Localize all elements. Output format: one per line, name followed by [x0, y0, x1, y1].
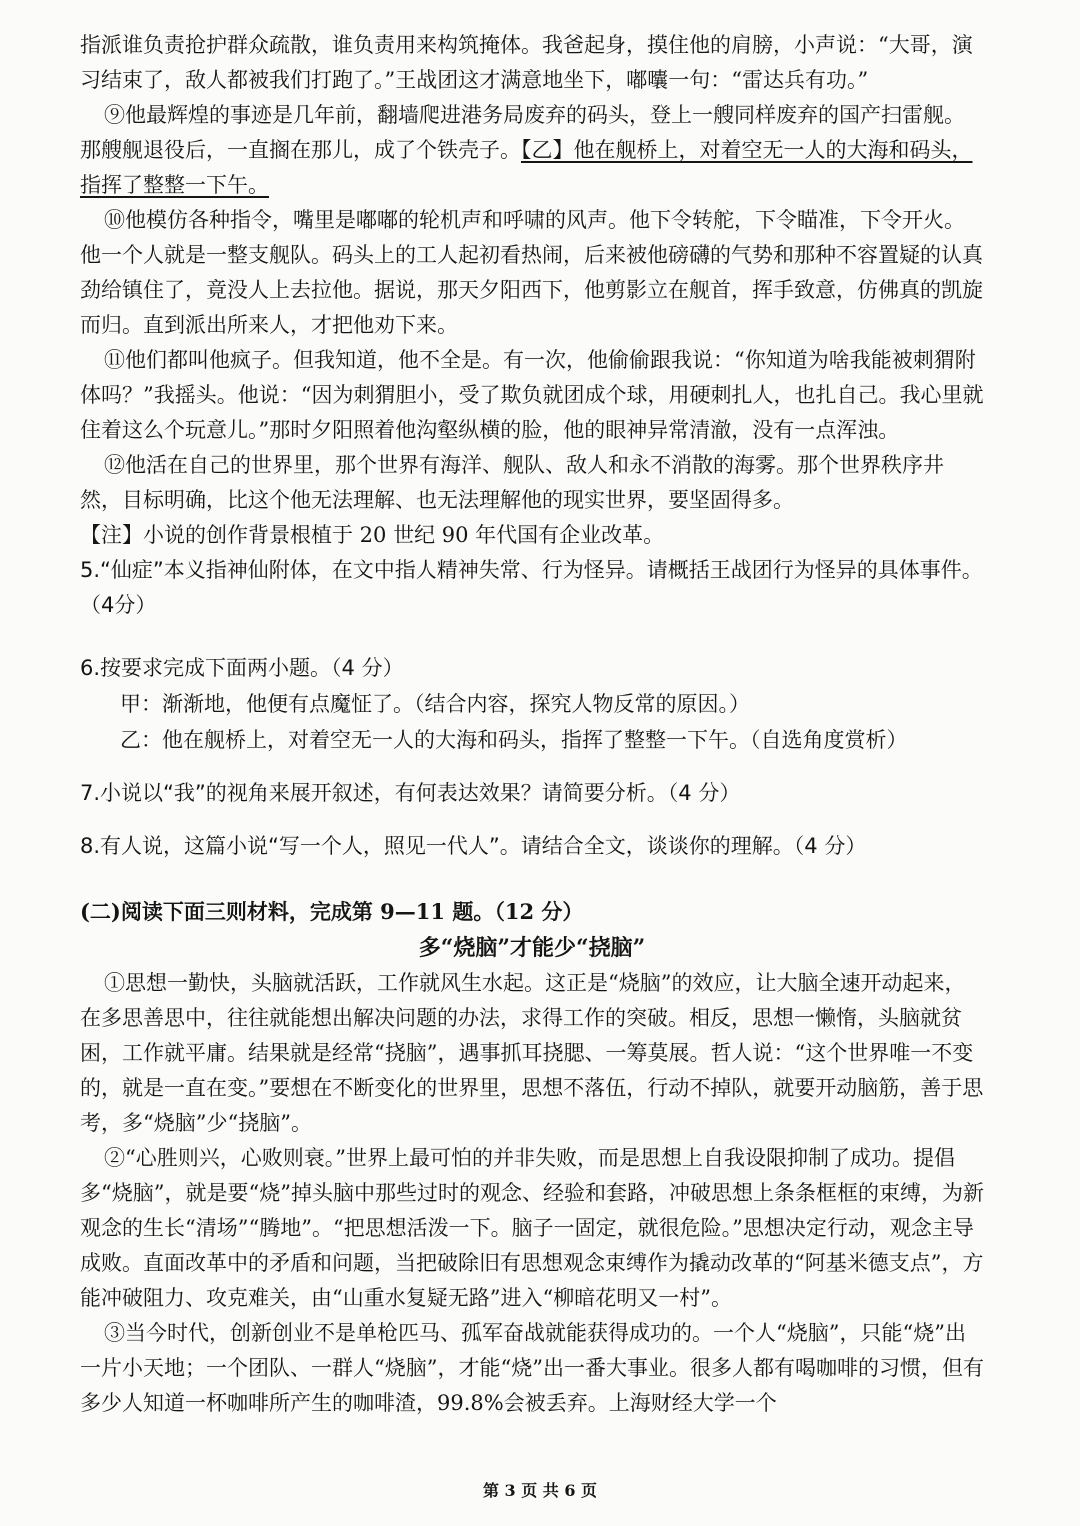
article-paragraph-1: ①思想一勤快，头脑就活跃，工作就风生水起。这正是“烧脑”的效应，让大脑全速开动起来，在多思善思中，往往就能想出解决问题的办法，求得工作的突破。相反，思想一懒惰，头脑就贫困，工作就平庸。结果就是经常“挠脑”，遇事抓耳挠腮、一筹莫展。哲人说：“这个世界唯一不变的，就是一直在变。”要想在不断变化的世界里，思想不落伍，行动不掉队，就要开动脑筋，善于思考，多“烧脑”少“挠脑”。	[80, 971, 984, 1135]
answer-space-8	[80, 864, 984, 882]
answer-space-7	[80, 811, 984, 829]
article-title: 多“烧脑”才能少“挠脑”	[418, 935, 646, 961]
section-2-heading: (二)阅读下面三则材料，完成第 9—11 题。（12 分）	[80, 899, 584, 924]
answer-space-6	[80, 758, 984, 776]
story-paragraph-10: ⑩他模仿各种指令，嘴里是嘟嘟的轮机声和呼啸的风声。他下令转舵，下令瞄准，下令开火。他一个人就是一整支舰队。码头上的工人起初看热闹，后来被他磅礴的气势和那种不容置疑的认真劲给镇住了，竟没人上去拉他。据说，那天夕阳西下，他剪影立在舰首，挥手致意，仿佛真的凯旋而归。直到派出所来人，才把他劝下来。	[80, 208, 983, 337]
underlined-sentence-yi: 【乙】他在舰桥上，对着空无一人的大海和码头，指挥了整整一下午。	[80, 138, 973, 197]
story-paragraph-9	[80, 98, 984, 203]
question-6-part-b: 乙：他在舰桥上，对着空无一人的大海和码头，指挥了整整一下午。（自选角度赏析）	[120, 728, 908, 752]
question-5: 5.“仙症”本义指神仙附体，在文中指人精神失常、行为怪异。请概括王战团行为怪异的具体事件。（4分）	[80, 558, 983, 617]
question-8: 8.有人说，这篇小说“写一个人，照见一代人”。请结合全文，谈谈你的理解。（4 分）	[80, 834, 867, 858]
page-number: 第 3 页 共 6 页	[482, 1481, 598, 1500]
answer-space-5	[80, 623, 984, 651]
story-paragraph-11: ⑪他们都叫他疯子。但我知道，他不全是。有一次，他偷偷跟我说：“你知道为啥我能被刺猬附体吗？”我摇头。他说：“因为刺猬胆小，受了欺负就团成个球，用硬刺扎人，也扎自己。我心里就住着这么个玩意儿。”那时夕阳照着他沟壑纵横的脸，他的眼神异常清澈，没有一点浑浊。	[80, 348, 984, 442]
story-paragraph-continued: 指派谁负责抢护群众疏散，谁负责用来构筑掩体。我爸起身，摸住他的肩膀，小声说：“大哥，演习结束了，敌人都被我们打跑了。”王战团这才满意地坐下，嘟囔一句：“雷达兵有功。”	[80, 33, 973, 92]
story-paragraph-9-text: ⑨他最辉煌的事迹是几年前，翻墙爬进港务局废弃的码头，登上一艘同样废弃的国产扫雷舰。那艘舰退役后，一直搁在那儿，成了个铁壳子。	[80, 103, 965, 162]
story-paragraph-12: ⑫他活在自己的世界里，那个世界有海洋、舰队、敌人和永不消散的海雾。那个世界秩序井然，目标明确，比这个他无法理解、也无法理解他的现实世界，要坚固得多。	[80, 453, 944, 512]
question-6-part-a: 甲：渐渐地，他便有点魔怔了。（结合内容，探究人物反常的原因。）	[120, 692, 750, 716]
article-paragraph-2: ②“心胜则兴，心败则衰。”世界上最可怕的并非失败，而是思想上自我设限抑制了成功。提倡多“烧脑”，就是要“烧”掉头脑中那些过时的观念、经验和套路，冲破思想上条条框框的束缚，为新观念的生长“清场”“腾地”。“把思想活泼一下。脑子一固定，就很危险。”思想决定行动，观念主导成败。直面改革中的矛盾和问题，当把破除旧有思想观念束缚作为撬动改革的“阿基米德支点”，方能冲破阻力、攻克难关，由“山重水复疑无路”进入“柳暗花明又一村”。	[80, 1146, 984, 1310]
article-paragraph-3: ③当今时代，创新创业不是单枪匹马、孤军奋战就能获得成功的。一个人“烧脑”，只能“烧”出一片小天地；一个团队、一群人“烧脑”，才能“烧”出一番大事业。很多人都有喝咖啡的习惯，但有多少人知道一杯咖啡所产生的咖啡渣，99.8%会被丢弃。上海财经大学一个	[80, 1321, 984, 1415]
background-note: 【注】小说的创作背景根植于 20 世纪 90 年代国有企业改革。	[80, 523, 665, 547]
question-6: 6.按要求完成下面两小题。（4 分）	[80, 656, 404, 680]
question-7: 7.小说以“我”的视角来展开叙述，有何表达效果？请简要分析。（4 分）	[80, 781, 741, 805]
